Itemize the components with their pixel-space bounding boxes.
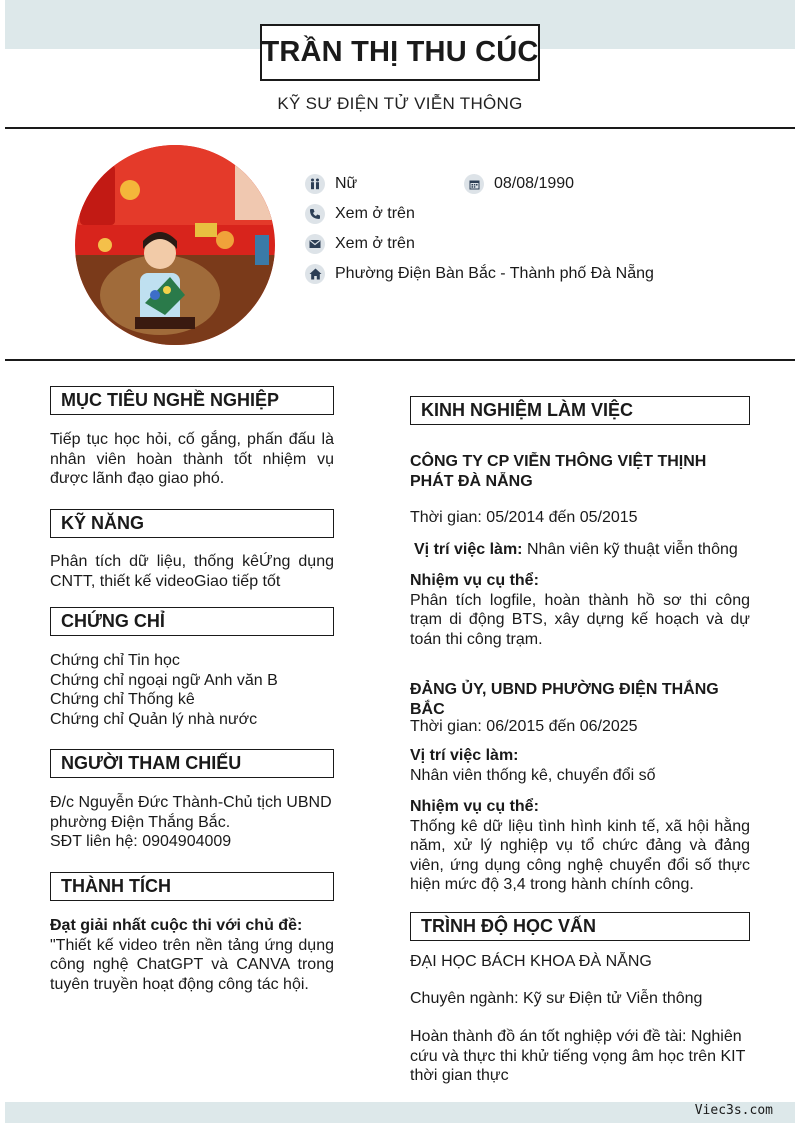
objective-heading: MỤC TIÊU NGHỀ NGHIỆP xyxy=(50,386,334,415)
job-company: CÔNG TY CP VIỄN THÔNG VIỆT THỊNH PHÁT ĐÀ NẴNG xyxy=(410,453,707,490)
job-position-label: Vị trí việc làm: xyxy=(410,747,519,764)
reference-person: Đ/c Nguyễn Đức Thành-Chủ tịch UBND phường Điện Thắng Bắc. xyxy=(50,794,332,831)
references-block xyxy=(50,793,340,852)
job-position xyxy=(414,540,754,560)
job-position-value: Nhân viên thống kê, chuyển đổi số xyxy=(410,766,656,784)
achievement-text: "Thiết kế video trên nền tảng ứng dụng công nghệ ChatGPT và CANVA trong tuyên truyền hoạt động công tác hội. xyxy=(50,936,334,993)
job-position xyxy=(410,746,750,785)
skills-text: Phân tích dữ liệu, thống kêỨng dụng CNTT, thiết kế videoGiao tiếp tốt xyxy=(50,553,334,590)
certificates-heading: CHỨNG CHỈ xyxy=(50,607,334,636)
calendar-icon xyxy=(464,174,484,194)
header-divider xyxy=(5,127,795,129)
footer-band xyxy=(5,1102,795,1123)
phone-row xyxy=(305,204,415,224)
objective-text: Tiếp tục học hỏi, cố gắng, phấn đấu là nhân viên hoàn thành tốt nhiệm vụ được lãnh đạo giao phó. xyxy=(50,431,334,487)
job-time: Thời gian: 05/2014 đến 05/2015 xyxy=(410,509,638,526)
email-row xyxy=(305,234,415,254)
education-major: Chuyên ngành: Kỹ sư Điện tử Viễn thông xyxy=(410,990,703,1007)
footer-brand[interactable]: Viec3s.com xyxy=(694,1103,773,1118)
job-duty-text: Phân tích logfile, hoàn thành hồ sơ thi công trạm di động BTS, xây dựng kế hoạch và dự toán thi công trạm. xyxy=(410,591,750,648)
job-duty xyxy=(410,797,750,895)
name-box xyxy=(260,24,540,81)
birthday-row xyxy=(464,174,574,194)
certificate-item: Chứng chỉ Quản lý nhà nước xyxy=(50,710,258,728)
gender-icon xyxy=(305,174,325,194)
job-position-label: Vị trí việc làm: xyxy=(414,541,523,558)
achievements-heading: THÀNH TÍCH xyxy=(50,872,334,901)
phone-value: Xem ở trên xyxy=(335,205,415,222)
certificate-item: Chứng chỉ Thống kê xyxy=(50,691,195,708)
achievement-heading: Đạt giải nhất cuộc thi với chủ đề: xyxy=(50,917,303,934)
references-heading: NGƯỜI THAM CHIẾU xyxy=(50,749,334,778)
candidate-name: TRẦN THỊ THU CÚC xyxy=(261,36,539,68)
home-icon xyxy=(305,264,325,284)
job-position-value: Nhân viên kỹ thuật viễn thông xyxy=(526,541,738,558)
birthday-value: 08/08/1990 xyxy=(494,175,575,192)
education-thesis: Hoàn thành đồ án tốt nghiệp với đề tài: Nghiên cứu và thực thi khử tiếng vọng âm học trên KIT thời gian thực xyxy=(410,1028,746,1084)
education-school: ĐẠI HỌC BÁCH KHOA ĐÀ NẴNG xyxy=(410,953,652,970)
job-duty xyxy=(410,571,750,649)
email-value: Xem ở trên xyxy=(335,235,415,252)
avatar xyxy=(75,145,275,345)
certificate-item: Chứng chỉ ngoại ngữ Anh văn B xyxy=(50,671,278,689)
phone-icon xyxy=(305,204,325,224)
address-row xyxy=(305,264,654,284)
job-title: KỸ SƯ ĐIỆN TỬ VIỄN THÔNG xyxy=(277,94,523,113)
job-company: ĐẢNG ỦY, UBND PHƯỜNG ĐIỆN THẮNG BẮC xyxy=(410,681,719,718)
education-heading: TRÌNH ĐỘ HỌC VẤN xyxy=(410,912,750,941)
email-icon xyxy=(305,234,325,254)
job-duty-label: Nhiệm vụ cụ thể: xyxy=(410,572,539,589)
gender-value: Nữ xyxy=(335,175,358,192)
experience-heading: KINH NGHIỆM LÀM VIỆC xyxy=(410,396,750,425)
skills-heading: KỸ NĂNG xyxy=(50,509,334,538)
job-time: Thời gian: 06/2015 đến 06/2025 xyxy=(410,718,638,735)
portrait-illustration xyxy=(75,145,275,345)
gender-row xyxy=(305,174,357,194)
job-duty-label: Nhiệm vụ cụ thể: xyxy=(410,798,539,815)
job-duty-text: Thống kê dữ liệu tình hình kinh tế, xã hội hằng năm, xử lý nghiệp vụ tổ chức đảng và đảng viên, ứng dụng công nghệ chuyển đổi số thực hiện mức độ 3,4 trong hành chính công. xyxy=(410,817,750,893)
certificates-list xyxy=(50,651,334,729)
reference-phone: SĐT liên hệ: 0904904009 xyxy=(50,833,232,850)
address-value: Phường Điện Bàn Bắc - Thành phố Đà Nẵng xyxy=(335,265,654,282)
certificate-item: Chứng chỉ Tin học xyxy=(50,652,180,669)
achievements-block xyxy=(50,916,334,994)
info-divider xyxy=(5,359,795,361)
